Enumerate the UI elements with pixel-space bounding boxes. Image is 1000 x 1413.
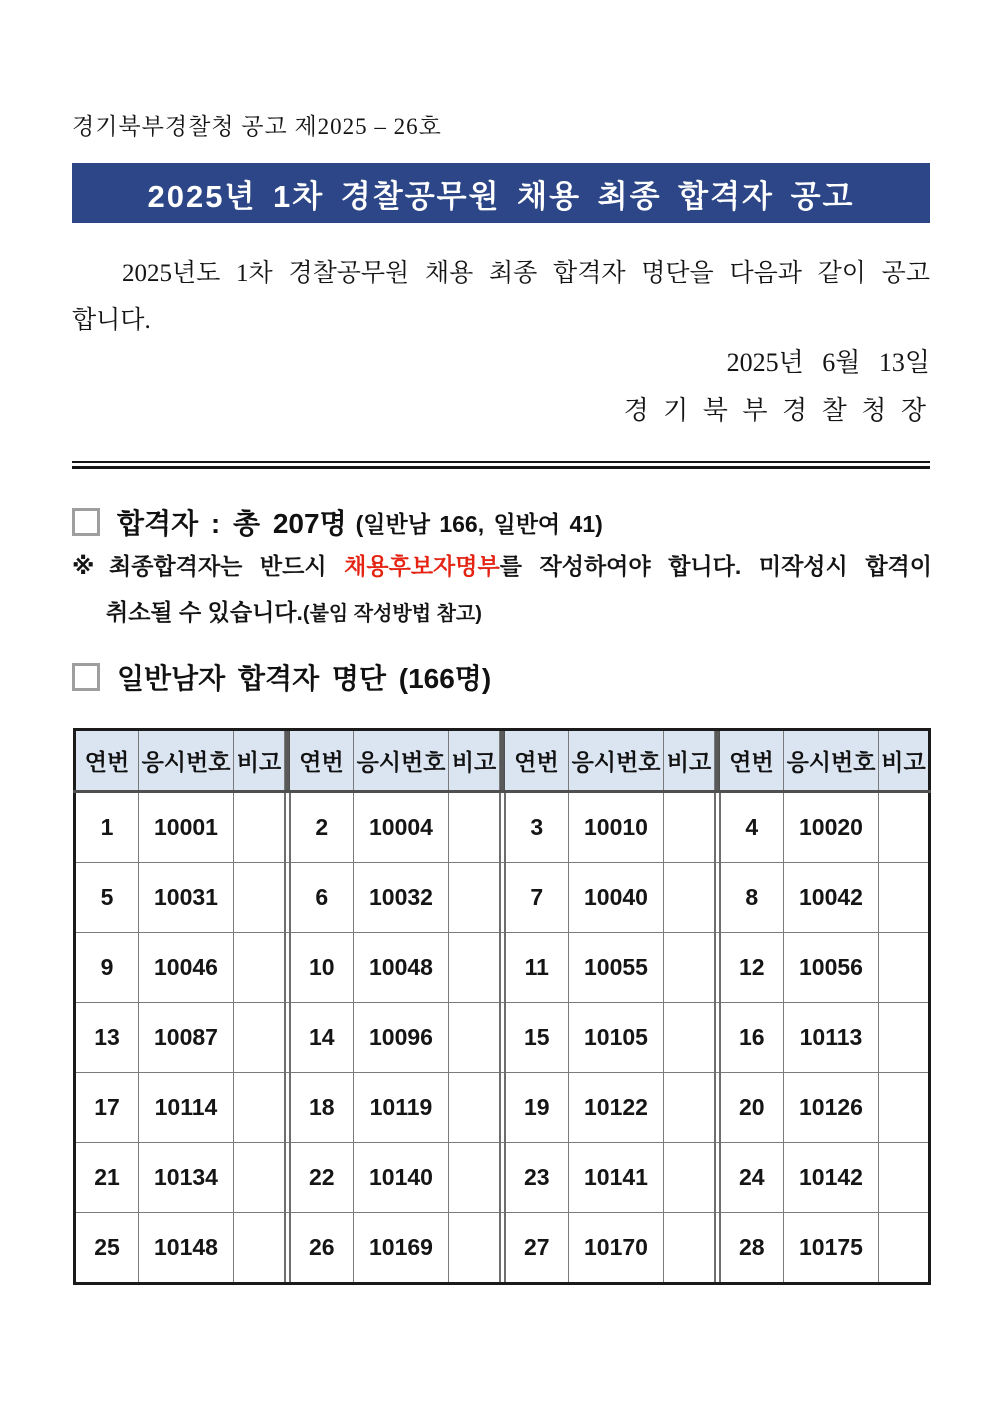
cell-remark xyxy=(449,1073,500,1143)
pass-summary-title: 합격자 : 총 207명 xyxy=(117,508,347,539)
cell-exam-number: 10096 xyxy=(354,1003,449,1073)
title-banner xyxy=(72,163,930,223)
cell-exam-number: 10141 xyxy=(569,1143,664,1213)
cell-serial: 13 xyxy=(75,1003,139,1073)
cell-exam-number: 10140 xyxy=(354,1143,449,1213)
table-header-cell: 응시번호 xyxy=(354,730,449,792)
table-header-cell: 응시번호 xyxy=(784,730,879,792)
note-text-after: 를 작성하여야 합니다. 미작성시 합격이 xyxy=(499,553,932,579)
signature: 경 기 북 부 경 찰 청 장 xyxy=(623,396,930,425)
table-row xyxy=(75,792,930,863)
cell-remark xyxy=(664,1003,715,1073)
cell-remark xyxy=(664,792,715,863)
cell-exam-number: 10119 xyxy=(354,1073,449,1143)
table-header-cell: 연번 xyxy=(290,730,354,792)
cell-exam-number: 10010 xyxy=(569,792,664,863)
page-title: 2025년 1차 경찰공무원 채용 최종 합격자 공고 xyxy=(147,178,855,214)
cell-serial: 14 xyxy=(290,1003,354,1073)
note-line2-paren: (붙임 작성방법 참고) xyxy=(302,603,482,625)
cell-serial: 23 xyxy=(505,1143,569,1213)
cell-remark xyxy=(879,792,930,863)
cell-serial: 6 xyxy=(290,863,354,933)
cell-remark xyxy=(234,1003,285,1073)
cell-exam-number: 10113 xyxy=(784,1003,879,1073)
cell-remark xyxy=(449,1143,500,1213)
cell-remark xyxy=(234,792,285,863)
cell-remark xyxy=(664,1143,715,1213)
note-line-1 xyxy=(72,551,932,582)
cell-serial: 4 xyxy=(720,792,784,863)
cell-exam-number: 10001 xyxy=(139,792,234,863)
cell-exam-number: 10170 xyxy=(569,1213,664,1284)
cell-serial: 27 xyxy=(505,1213,569,1284)
cell-serial: 24 xyxy=(720,1143,784,1213)
cell-serial: 21 xyxy=(75,1143,139,1213)
cell-exam-number: 10134 xyxy=(139,1143,234,1213)
table-header-cell: 연번 xyxy=(505,730,569,792)
cell-exam-number: 10175 xyxy=(784,1213,879,1284)
cell-serial: 25 xyxy=(75,1213,139,1284)
table-header-cell: 비고 xyxy=(664,730,715,792)
body-line-2: 합니다. xyxy=(72,307,151,334)
announcement-date: 2025년 6월 13일 xyxy=(726,348,930,377)
table-row xyxy=(75,933,930,1003)
cell-serial: 5 xyxy=(75,863,139,933)
cell-remark xyxy=(664,933,715,1003)
table-header-cell: 비고 xyxy=(449,730,500,792)
cell-serial: 1 xyxy=(75,792,139,863)
table-header-cell: 응시번호 xyxy=(569,730,664,792)
cell-remark xyxy=(879,1143,930,1213)
cell-exam-number: 10126 xyxy=(784,1073,879,1143)
cell-exam-number: 10148 xyxy=(139,1213,234,1284)
table-row xyxy=(75,1003,930,1073)
cell-remark xyxy=(664,863,715,933)
cell-exam-number: 10004 xyxy=(354,792,449,863)
roster-heading xyxy=(72,657,491,697)
cell-exam-number: 10040 xyxy=(569,863,664,933)
table-body xyxy=(75,792,930,1284)
roster-title: 일반남자 합격자 명단 (166명) xyxy=(117,663,492,694)
note-red-highlight: 채용후보자명부 xyxy=(344,553,500,579)
cell-exam-number: 10048 xyxy=(354,933,449,1003)
table-header-cell: 연번 xyxy=(720,730,784,792)
body-paragraph xyxy=(72,250,930,344)
cell-remark xyxy=(449,933,500,1003)
divider-rule xyxy=(72,461,930,469)
cell-serial: 18 xyxy=(290,1073,354,1143)
cell-remark xyxy=(234,1073,285,1143)
table-header-cell: 비고 xyxy=(234,730,285,792)
body-line-1: 2025년도 1차 경찰공무원 채용 최종 합격자 명단을 다음과 같이 공고 xyxy=(122,260,930,287)
cell-exam-number: 10122 xyxy=(569,1073,664,1143)
cell-exam-number: 10105 xyxy=(569,1003,664,1073)
cell-serial: 10 xyxy=(290,933,354,1003)
cell-remark xyxy=(449,1003,500,1073)
cell-serial: 26 xyxy=(290,1213,354,1284)
table-row xyxy=(75,1213,930,1284)
cell-serial: 15 xyxy=(505,1003,569,1073)
reference-mark-icon: ※ xyxy=(72,553,95,579)
cell-serial: 3 xyxy=(505,792,569,863)
note-text-before: 최종합격자는 반드시 xyxy=(109,553,345,579)
cell-remark xyxy=(879,1073,930,1143)
square-bullet-icon xyxy=(72,508,100,536)
cell-serial: 22 xyxy=(290,1143,354,1213)
table-row xyxy=(75,863,930,933)
table-row xyxy=(75,1073,930,1143)
roster-table xyxy=(73,728,931,1285)
cell-exam-number: 10031 xyxy=(139,863,234,933)
cell-remark xyxy=(449,1213,500,1284)
cell-exam-number: 10142 xyxy=(784,1143,879,1213)
cell-remark xyxy=(234,863,285,933)
cell-remark xyxy=(879,1213,930,1284)
cell-exam-number: 10032 xyxy=(354,863,449,933)
table-header-cell: 비고 xyxy=(879,730,930,792)
cell-exam-number: 10169 xyxy=(354,1213,449,1284)
cell-remark xyxy=(449,863,500,933)
table-header-cell: 연번 xyxy=(75,730,139,792)
cell-exam-number: 10087 xyxy=(139,1003,234,1073)
cell-serial: 19 xyxy=(505,1073,569,1143)
cell-exam-number: 10020 xyxy=(784,792,879,863)
cell-serial: 12 xyxy=(720,933,784,1003)
cell-remark xyxy=(879,1003,930,1073)
note-block xyxy=(72,551,932,630)
note-line-2 xyxy=(72,597,932,630)
cell-remark xyxy=(234,1143,285,1213)
note-line2-text: 취소될 수 있습니다. xyxy=(106,599,303,625)
notice-number: 경기북부경찰청 공고 제2025 – 26호 xyxy=(72,114,442,139)
cell-serial: 2 xyxy=(290,792,354,863)
cell-exam-number: 10056 xyxy=(784,933,879,1003)
cell-remark xyxy=(664,1213,715,1284)
cell-serial: 17 xyxy=(75,1073,139,1143)
cell-serial: 20 xyxy=(720,1073,784,1143)
cell-remark xyxy=(234,933,285,1003)
cell-serial: 9 xyxy=(75,933,139,1003)
table-header-cell: 응시번호 xyxy=(139,730,234,792)
cell-remark xyxy=(879,933,930,1003)
cell-remark xyxy=(879,863,930,933)
cell-remark xyxy=(449,792,500,863)
cell-exam-number: 10042 xyxy=(784,863,879,933)
cell-exam-number: 10114 xyxy=(139,1073,234,1143)
table-row xyxy=(75,1143,930,1213)
table-header-row xyxy=(75,730,930,792)
cell-remark xyxy=(664,1073,715,1143)
pass-summary-heading xyxy=(72,502,603,542)
cell-serial: 16 xyxy=(720,1003,784,1073)
cell-exam-number: 10046 xyxy=(139,933,234,1003)
cell-exam-number: 10055 xyxy=(569,933,664,1003)
square-bullet-icon xyxy=(72,663,100,691)
cell-serial: 28 xyxy=(720,1213,784,1284)
cell-serial: 11 xyxy=(505,933,569,1003)
cell-remark xyxy=(234,1213,285,1284)
cell-serial: 7 xyxy=(505,863,569,933)
cell-serial: 8 xyxy=(720,863,784,933)
pass-summary-detail: (일반남 166, 일반여 41) xyxy=(355,510,603,537)
table-head xyxy=(75,730,930,792)
